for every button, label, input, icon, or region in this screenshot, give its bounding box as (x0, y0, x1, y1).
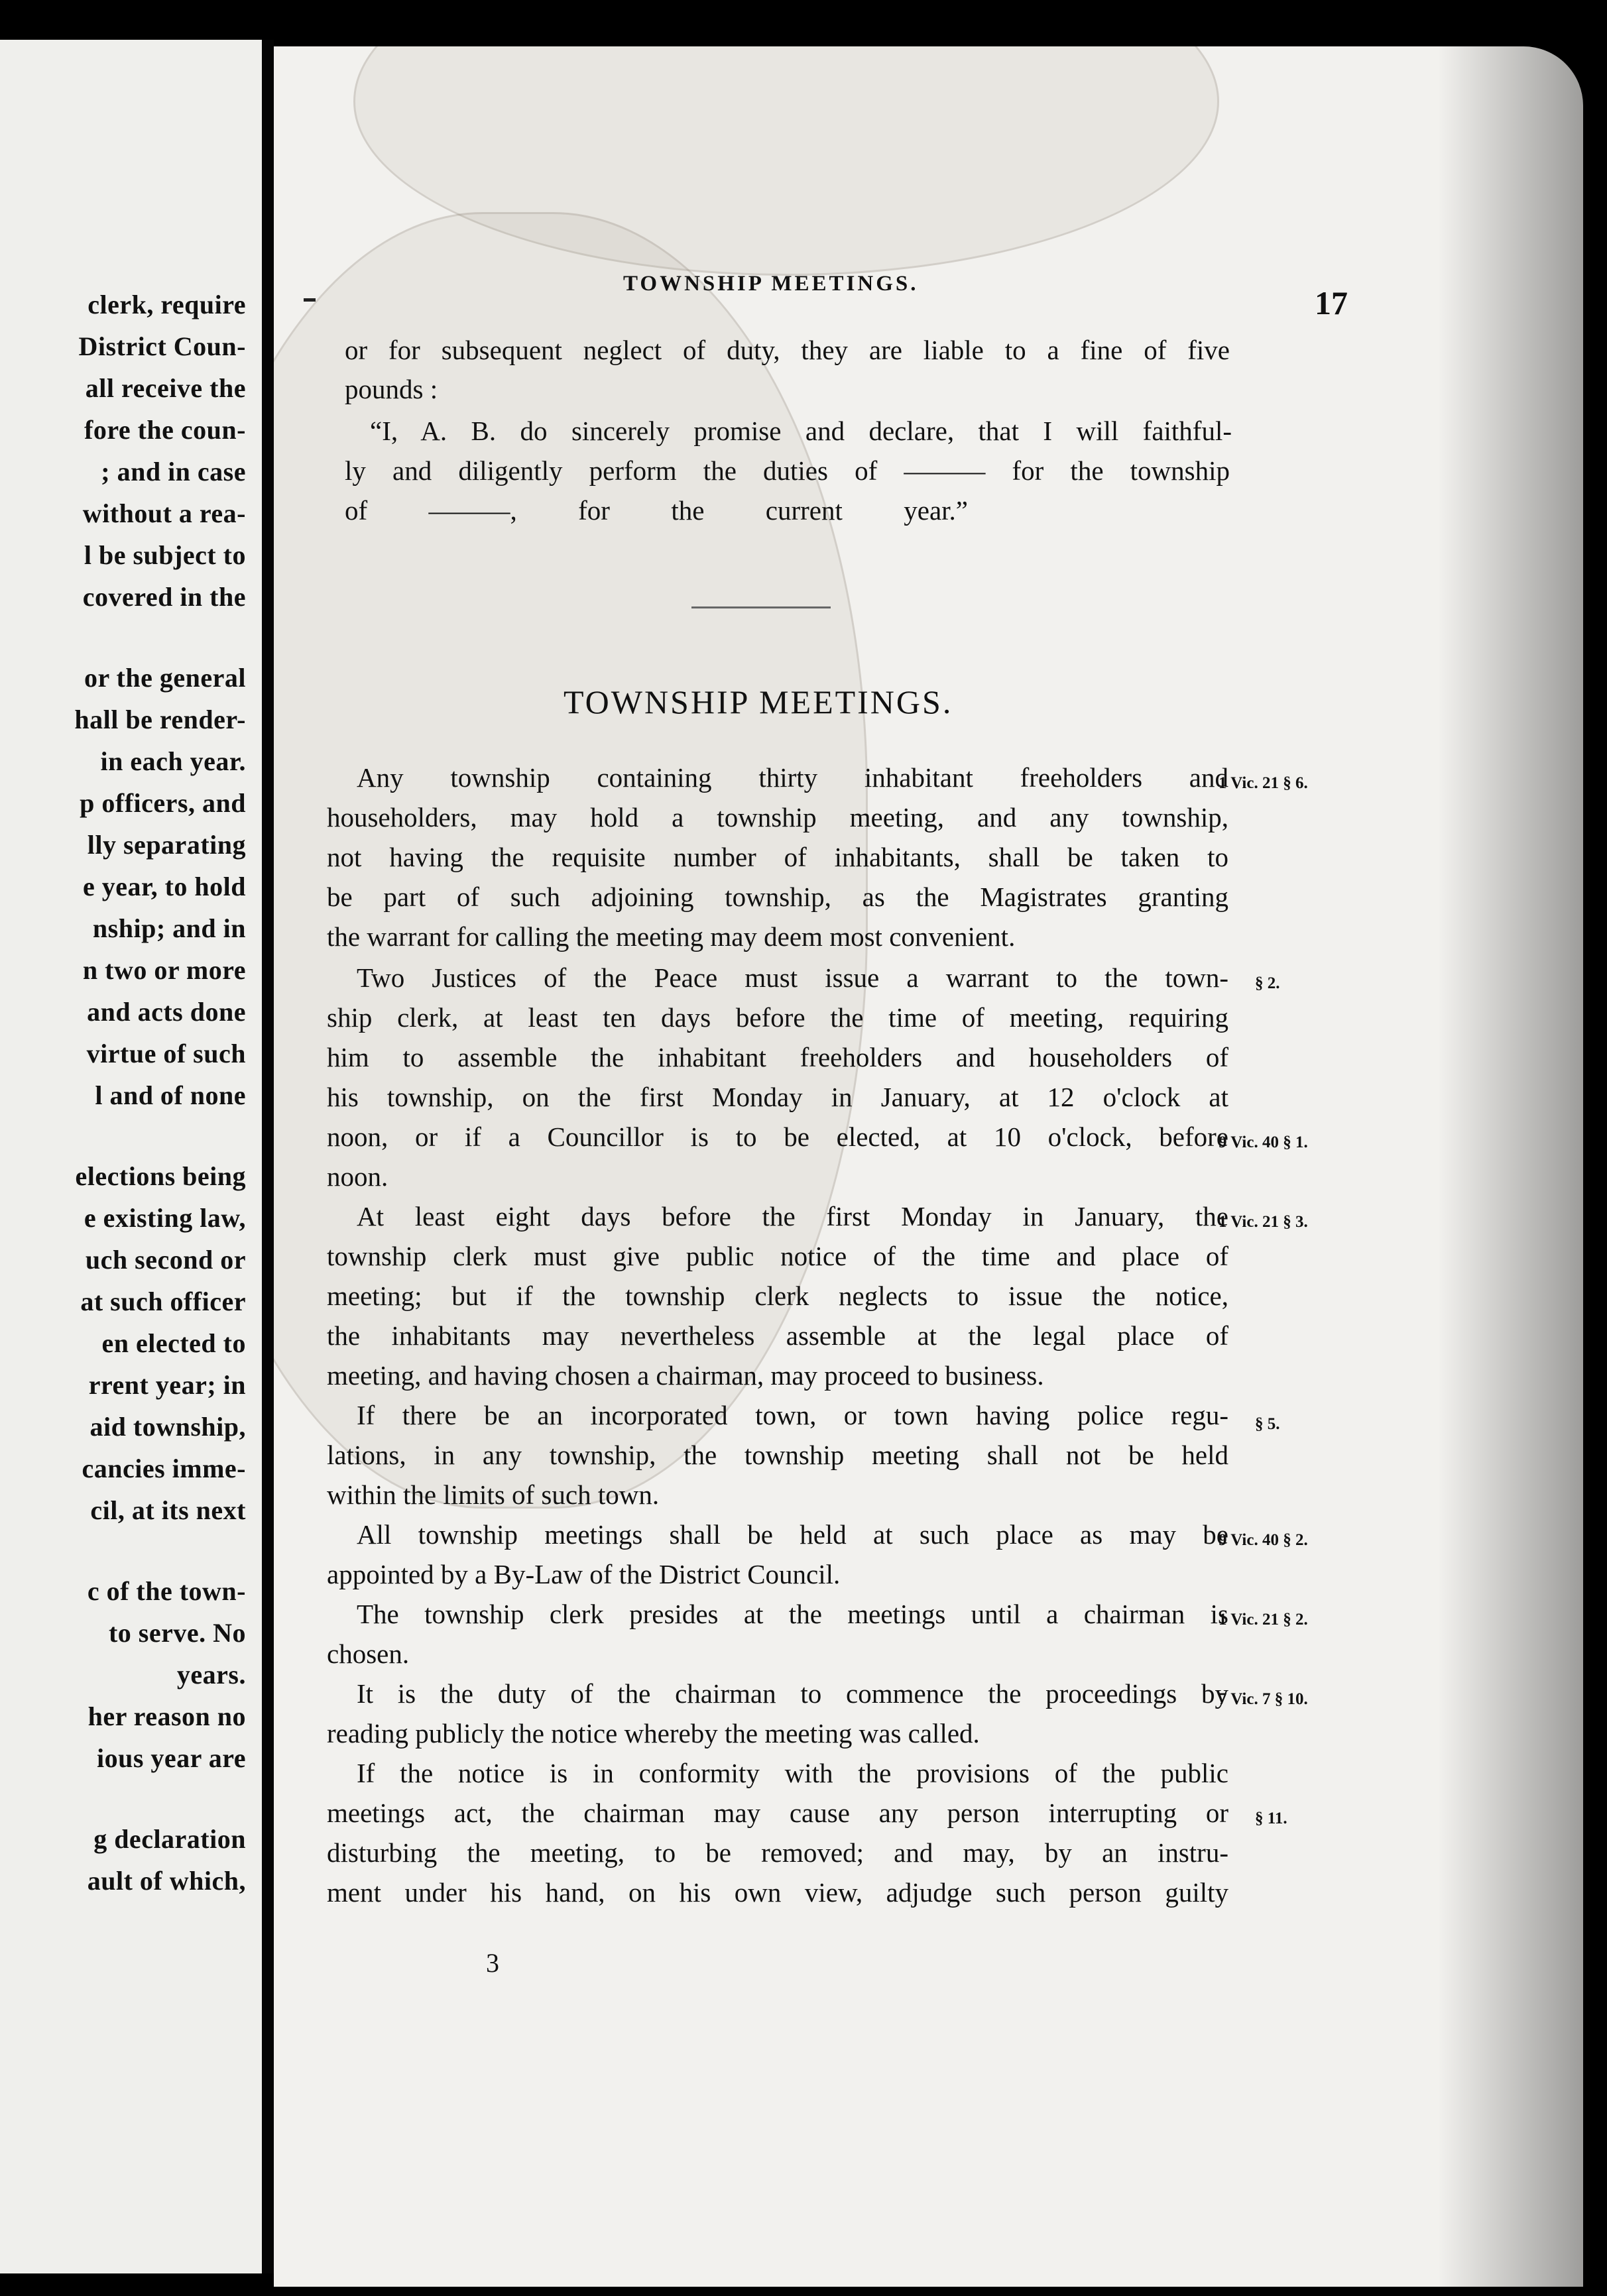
body-line: lations, in any township, the township meeting shall not be held (327, 1440, 1228, 1470)
left-page-line: l be subject to (84, 540, 246, 570)
left-page-line: District Coun- (78, 331, 246, 361)
section-heading: TOWNSHIP MEETINGS. (564, 683, 953, 720)
margin-note: 9 Vic. 40 § 1. (1219, 1133, 1308, 1151)
left-page-line: nship; and in (92, 913, 246, 943)
margin-note: 1 Vic. 21 § 6. (1219, 774, 1308, 792)
signature-mark: 3 (486, 1948, 499, 1978)
left-page-line: elections being (75, 1161, 246, 1191)
body-line: his township, on the first Monday in January, at 12 o'clock at (327, 1082, 1228, 1112)
margin-note: 1 Vic. 21 § 2. (1219, 1611, 1308, 1629)
opening-line: or for subsequent neglect of duty, they are liable to a fine of five (345, 335, 1230, 365)
left-page-line: without a rea- (82, 498, 246, 528)
margin-note: 7 Vic. 7 § 10. (1219, 1690, 1308, 1708)
left-page-line: l and of none (95, 1080, 246, 1110)
left-page-line: e year, to hold (82, 872, 246, 901)
body-line: meeting, and having chosen a chairman, may proceed to business. (327, 1360, 1044, 1391)
body-line: householders, may hold a township meeting, and any township, (327, 802, 1228, 832)
left-page-line: her reason no (88, 1701, 246, 1731)
page-number: 17 (1315, 284, 1348, 321)
left-page-line: e existing law, (84, 1203, 246, 1233)
left-page-line: fore the coun- (84, 415, 246, 445)
body-line: chosen. (327, 1638, 410, 1669)
body-line: ment under his hand, on his own view, adjudge such person guilty (327, 1877, 1228, 1908)
body-line: noon. (327, 1161, 388, 1192)
body-line: township clerk must give public notice of the time and place of (327, 1241, 1228, 1271)
left-page-line: cancies imme- (82, 1454, 246, 1483)
left-page-line: c of the town- (87, 1576, 246, 1606)
book-gutter (262, 40, 274, 2273)
body-line: reading publicly the notice whereby the meeting was called. (327, 1718, 980, 1749)
left-page-line: virtue of such (86, 1039, 246, 1068)
left-page-line: in each year. (100, 746, 246, 776)
left-page-line: n two or more (82, 955, 246, 985)
body-line: If there be an incorporated town, or town having police regu- (357, 1400, 1228, 1430)
body-line: meeting; but if the township clerk neglects to issue the notice, (327, 1281, 1228, 1311)
body-line: ship clerk, at least ten days before the time of meeting, requiring (327, 1002, 1228, 1033)
left-page-line: uch second or (85, 1245, 246, 1275)
body-line: meetings act, the chairman may cause any person interrupting or (327, 1798, 1228, 1828)
left-page-line: and acts done (87, 997, 246, 1027)
left-page-line: g declaration (93, 1824, 246, 1854)
left-page-fragment (0, 40, 262, 2273)
body-line: him to assemble the inhabitant freeholders and householders of (327, 1042, 1228, 1072)
opening-line: pounds : (345, 374, 438, 404)
left-page-line: to serve. No (108, 1618, 246, 1648)
body-line: Any township containing thirty inhabitant freeholders and (357, 762, 1228, 793)
right-page (274, 46, 1583, 2287)
left-page-line: cil, at its next (90, 1495, 246, 1525)
body-line: the inhabitants may nevertheless assemble at the legal place of (327, 1320, 1228, 1351)
left-page-line: covered in the (82, 582, 246, 612)
body-line: appointed by a By-Law of the District Council. (327, 1559, 841, 1589)
body-line: disturbing the meeting, to be removed; and may, by an instru- (327, 1837, 1228, 1868)
margin-note: 1 Vic. 21 § 3. (1219, 1213, 1308, 1231)
left-page-line: years. (176, 1660, 246, 1690)
body-line: not having the requisite number of inhabitants, shall be taken to (327, 842, 1228, 872)
left-page-line: p officers, and (80, 788, 246, 818)
left-page-line: en elected to (101, 1328, 246, 1358)
margin-note: § 5. (1255, 1415, 1280, 1433)
body-line: At least eight days before the first Monday in January, the (357, 1201, 1228, 1232)
body-line: noon, or if a Councillor is to be elected, at 10 o'clock, before (327, 1121, 1228, 1152)
body-line: the warrant for calling the meeting may deem most convenient. (327, 921, 1016, 952)
body-line: It is the duty of the chairman to commence the proceedings by (357, 1678, 1228, 1709)
opening-line: of ———, for the current year.” (345, 495, 968, 526)
left-page-line: lly separating (87, 830, 246, 860)
left-page-line: or the general (84, 663, 246, 693)
page-edge-shadow (1437, 46, 1583, 2287)
section-divider (691, 606, 831, 608)
body-line: be part of such adjoining township, as the Magistrates granting (327, 882, 1228, 912)
body-line: The township clerk presides at the meetings until a chairman is (357, 1599, 1228, 1629)
running-head: TOWNSHIP MEETINGS. (623, 272, 919, 296)
left-page-line: hall be render- (74, 705, 246, 734)
margin-dash (304, 298, 316, 302)
body-line: If the notice is in conformity with the provisions of the public (357, 1758, 1228, 1788)
left-page-line: rrent year; in (88, 1370, 246, 1400)
left-page-line: all receive the (85, 373, 246, 403)
body-line: within the limits of such town. (327, 1479, 660, 1510)
left-page-line: at such officer (80, 1287, 246, 1316)
margin-note: § 11. (1255, 1809, 1287, 1827)
left-page-line: ault of which, (87, 1866, 246, 1896)
body-line: All township meetings shall be held at such place as may be (357, 1519, 1228, 1550)
opening-line: “I, A. B. do sincerely promise and declare, that I will faithful- (370, 416, 1232, 446)
margin-note: 9 Vic. 40 § 2. (1219, 1531, 1308, 1549)
opening-line: ly and diligently perform the duties of ——— for the township (345, 455, 1230, 486)
left-page-line: clerk, require (88, 290, 246, 319)
body-line: Two Justices of the Peace must issue a warrant to the town- (357, 962, 1228, 993)
margin-note: § 2. (1255, 974, 1280, 992)
left-page-line: ; and in case (101, 457, 246, 487)
left-page-line: aid township, (89, 1412, 246, 1442)
left-page-line: ious year are (97, 1743, 246, 1773)
